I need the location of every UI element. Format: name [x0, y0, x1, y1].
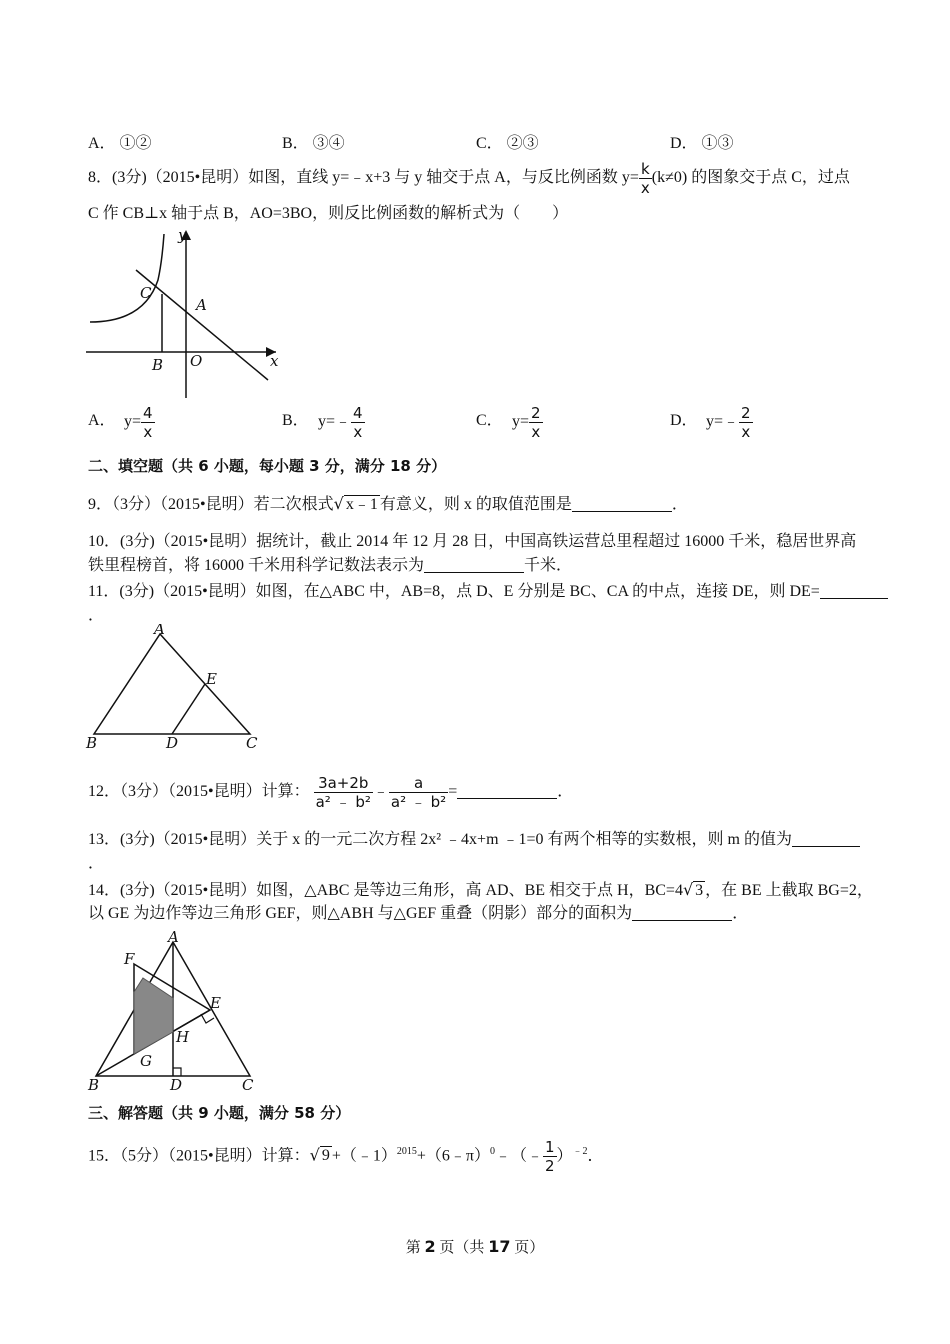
q7-option-d: D． ①③: [670, 135, 734, 152]
label-g: G: [140, 1052, 152, 1070]
q11-line2: ．: [88, 607, 105, 624]
answer-blank[interactable]: [457, 782, 557, 799]
radicand: x﹣1: [345, 496, 378, 513]
q14-text-b: ，在 BE 上截取 BG=2，: [705, 882, 873, 899]
formula-fraction: [141, 404, 155, 441]
q14-text-a: 14．(3分)（2015•昆明）如图，△ABC 是等边三角形，高 AD、BE 相交于点 H，BC=4: [88, 882, 683, 899]
label-h: H: [176, 1028, 190, 1046]
q7-option-c: C． ②③: [476, 135, 539, 152]
section-2-heading: 二、填空题（共 6 小题，每小题 3 分，满分 18 分）: [88, 457, 447, 475]
q9-end: ．: [671, 496, 688, 513]
term-3: ﹣（﹣: [494, 1147, 543, 1165]
exponent-3: ﹣2: [572, 1146, 588, 1157]
q7-option-b: B． ③④: [282, 135, 345, 152]
q11-line1: [88, 582, 888, 602]
q8-option-c: [476, 407, 503, 430]
footer-post: 页）: [510, 1240, 545, 1256]
q14-end: ．: [732, 905, 749, 922]
frac-num: 3a+2b: [314, 774, 373, 793]
hyperbola-branch: [90, 234, 164, 322]
triangle-abc: [94, 634, 250, 734]
sqrt-sign: √: [309, 1145, 320, 1165]
q8-text-b: (k≠0) 的图象交于点 C，过点: [651, 169, 850, 187]
q8-option-b: [282, 407, 309, 430]
label-e: E: [206, 670, 217, 688]
q11-figure: [84, 624, 274, 754]
q8-figure: [84, 226, 284, 402]
footer-mid: 页（共: [435, 1240, 489, 1256]
sqrt-sign: √: [333, 494, 344, 513]
label-o: O: [190, 352, 203, 370]
right-angle-e: [201, 1014, 214, 1023]
footer-pre: 第: [405, 1240, 425, 1256]
q13-line2: ．: [88, 855, 105, 872]
formula-prefix: y=﹣: [706, 413, 740, 431]
term-4: ）: [556, 1147, 573, 1165]
label-a: A: [168, 928, 179, 946]
term-2: +（6﹣π）: [416, 1147, 490, 1165]
frac-den: a² ﹣ b²: [315, 792, 371, 811]
sqrt-sign: √: [682, 880, 694, 899]
frac-num: 2: [531, 404, 541, 422]
q12: [88, 772, 573, 812]
answer-blank[interactable]: [424, 556, 524, 573]
q8-option-a: [88, 407, 116, 430]
q7-option-a: A． ①②: [88, 135, 152, 152]
frac-num: k: [639, 160, 652, 179]
q12-end: ．: [557, 783, 574, 800]
label-b: B: [88, 1076, 100, 1094]
frac-den: x: [531, 423, 541, 441]
q9: [88, 494, 688, 515]
option-letter: C．: [476, 412, 503, 429]
q8-option-c-formula: [512, 404, 543, 441]
label-e: E: [210, 994, 221, 1012]
q12-text: 12．（3分）（2015•昆明）计算：: [88, 783, 310, 800]
q15-end: ．: [587, 1147, 604, 1165]
frac-den: a² ﹣ b²: [390, 792, 447, 811]
q14-figure: [84, 928, 264, 1096]
label-c: C: [242, 1076, 254, 1094]
frac-den: x: [353, 423, 363, 441]
frac-den: 2: [544, 1157, 555, 1176]
label-b: B: [86, 734, 98, 752]
q13-text: 13．(3分)（2015•昆明）关于 x 的一元二次方程 2x² ﹣4x+m ﹣1=0 有两个相等的实数根，则 m 的值为: [88, 831, 792, 848]
option-letter: B．: [282, 412, 309, 429]
label-d: D: [166, 734, 179, 752]
q15-text: 15．（5分）（2015•昆明）计算：: [88, 1147, 310, 1165]
equals-sign: =: [448, 783, 458, 800]
q8-option-d-formula: [706, 404, 753, 441]
fraction-2: [389, 774, 448, 811]
label-a: A: [154, 624, 165, 638]
answer-blank[interactable]: [632, 904, 732, 921]
frac-num: 4: [143, 404, 153, 422]
exponent-1: 2015: [396, 1146, 417, 1157]
right-angle-d: [173, 1068, 181, 1076]
frac-num: a: [389, 774, 448, 793]
label-c: C: [140, 284, 152, 302]
frac-num: 2: [741, 404, 751, 422]
page-number: 2: [424, 1237, 436, 1256]
frac-den: x: [143, 423, 153, 441]
fraction-half: [543, 1138, 557, 1175]
q8-fraction: [639, 160, 652, 197]
minus-sign: ﹣: [372, 783, 389, 800]
q10-line1: 10．(3分)（2015•昆明）据统计，截止 2014 年 12 月 28 日，中国高铁运营总里程超过 16000 千米，稳居世界高: [88, 533, 857, 550]
frac-num: 4: [353, 404, 363, 422]
q14-text-c: 以 GE 为边作等边三角形 GEF，则△ABH 与△GEF 重叠（阴影）部分的面积为: [88, 905, 633, 922]
label-c: C: [246, 734, 258, 752]
q9-text-a: 9．（3分）（2015•昆明）若二次根式: [88, 496, 334, 513]
frac-den: x: [741, 423, 751, 441]
q8-option-b-formula: [318, 404, 365, 441]
q10-line2: [88, 556, 572, 576]
q14-line2: [88, 904, 748, 924]
answer-blank[interactable]: [820, 582, 888, 599]
shaded-overlap: [134, 978, 173, 1054]
formula-prefix: y=: [124, 413, 142, 431]
q9-text-b: 有意义，则 x 的取值范围是: [379, 496, 572, 513]
answer-blank[interactable]: [792, 830, 860, 847]
q11-text: 11．(3分)（2015•昆明）如图，在△ABC 中，AB=8，点 D、E 分别是 BC、CA 的中点，连接 DE，则 DE=: [88, 583, 820, 600]
term-1: +（﹣1）: [331, 1147, 397, 1165]
formula-fraction: [351, 404, 365, 441]
formula-prefix: y=: [512, 413, 530, 431]
exponent-2: 0: [489, 1146, 495, 1157]
q8-option-d: [670, 407, 698, 430]
radicand: 3: [695, 882, 704, 899]
option-letter: A．: [88, 412, 116, 429]
label-x: x: [270, 352, 279, 370]
label-a: A: [196, 296, 207, 314]
q8-line2: C 作 CB⊥x 轴于点 B，AO=3BO，则反比例函数的解析式为（ ）: [88, 205, 569, 222]
section-3-heading: 三、解答题（共 9 小题，满分 58 分）: [88, 1104, 351, 1122]
q14-line1: [88, 880, 873, 901]
q13-line1: [88, 830, 860, 850]
q8-text-a: 8．(3分)（2015•昆明）如图，直线 y=﹣x+3 与 y 轴交于点 A，与反比例函数 y=: [88, 169, 639, 187]
q15: [88, 1132, 604, 1176]
q10-text-b: 千米．: [524, 557, 573, 574]
page-footer: [0, 1236, 950, 1257]
q8-option-a-formula: [124, 404, 155, 441]
label-f: F: [124, 950, 135, 968]
segment-de: [172, 684, 205, 734]
label-y: y: [178, 226, 187, 244]
q8-line1: [88, 160, 850, 197]
answer-blank[interactable]: [572, 495, 672, 512]
option-letter: D．: [670, 412, 698, 429]
label-d: D: [170, 1076, 183, 1094]
total-pages: 17: [488, 1237, 511, 1256]
formula-fraction: [529, 404, 543, 441]
radicand: 9: [321, 1147, 330, 1165]
q10-text-a: 铁里程榜首，将 16000 千米用科学记数法表示为: [88, 557, 425, 574]
frac-num: 1: [544, 1138, 555, 1157]
formula-prefix: y=﹣: [318, 413, 352, 431]
formula-fraction: [739, 404, 753, 441]
frac-den: x: [640, 179, 650, 197]
fraction-1: [314, 774, 373, 811]
label-b: B: [152, 356, 164, 374]
